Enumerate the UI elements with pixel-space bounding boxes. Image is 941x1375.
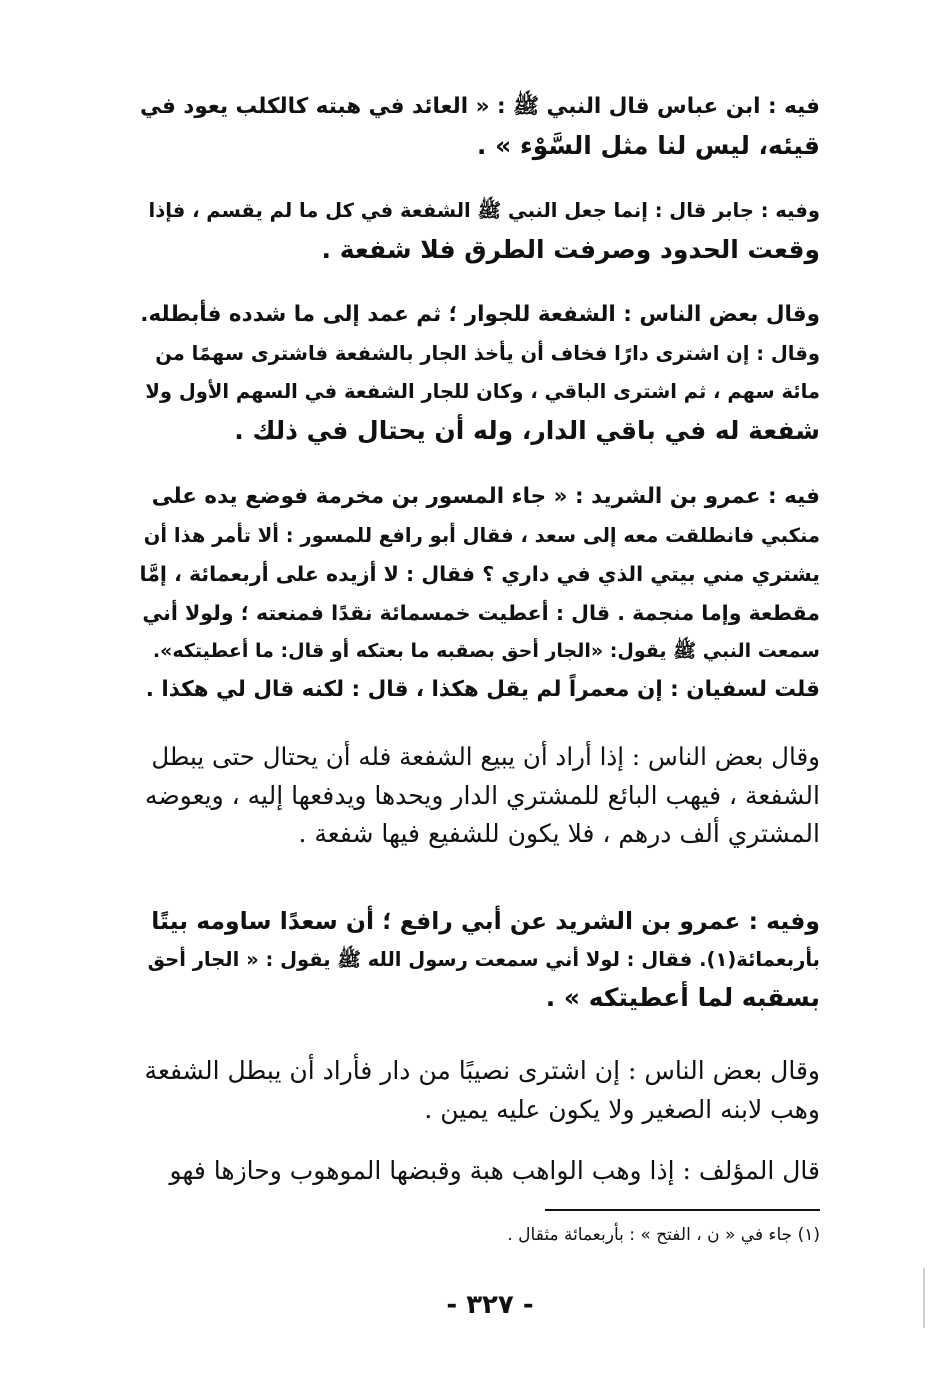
paragraph-3 [140, 296, 820, 450]
footnote: (١) جاء في « ن ، الفتح » : بأربعمائة مثقال . [507, 1225, 820, 1245]
text-line: الشفعة ، فيهب البائع للمشتري الدار ويحدها ويدفعها إليه ، ويعوضه [145, 780, 820, 810]
paragraph-1 [140, 88, 820, 165]
text-line: وفيه : عمرو بن الشريد عن أبي رافع ؛ أن سعدًا ساومه بيتًا [151, 907, 820, 935]
text-line: مقطعة وإما منجمة . قال : أعطيت خمسمائة نقدًا فمنعته ؛ ولولا أني [142, 600, 820, 625]
text-line: منكبي فانطلقت معه إلى سعد ، فقال أبو رافع للمسور : ألا تأمر هذا أن [143, 523, 820, 547]
text-line: بسقبه لما أعطيتكه » . [545, 983, 820, 1012]
text-line: وقال : إن اشترى دارًا فخاف أن يأخذ الجار بالشفعة فاشترى سهمًا من [155, 341, 820, 365]
text-line: قال المؤلف : إذا وهب الواهب هبة وقبضها الموهوب وحازها فهو [169, 1156, 820, 1185]
footnote-separator [545, 1209, 820, 1211]
text-line: بأربعمائة(١). فقال : لولا أني سمعت رسول الله ﷺ يقول : « الجار أحق [147, 947, 820, 971]
text-line: وهب لابنه الصغير ولا يكون عليه يمين . [424, 1094, 820, 1124]
text-line: وقال بعض الناس : الشفعة للجوار ؛ ثم عمد إلى ما شدده فأبطله. [140, 302, 820, 327]
text-line: وفيه : جابر قال : إنما جعل النبي ﷺ الشفعة في كل ما لم يقسم ، فإذا [148, 199, 820, 222]
paragraph-8 [140, 1152, 820, 1191]
scan-edge-mark [923, 1268, 925, 1328]
paragraph-4 [140, 478, 820, 709]
paragraph-5 [140, 738, 820, 854]
text-line: المشتري ألف درهم ، فلا يكون للشفيع فيها شفعة . [298, 819, 820, 848]
paragraph-6 [140, 902, 820, 1018]
text-line: قيئه، ليس لنا مثل السَّوْء » . [476, 130, 820, 160]
text-line: فيه : عمرو بن الشريد : « جاء المسور بن مخرمة فوضع يده على [151, 484, 820, 509]
text-line: فيه : ابن عباس قال النبي ﷺ : « العائد في هبته كالكلب يعود في [140, 94, 820, 119]
text-line: قلت لسفيان : إن معمراً لم يقل هكذا ، قال : لكنه قال لي هكذا . [145, 676, 820, 702]
text-line: وقال بعض الناس : إذا أراد أن يبيع الشفعة فله أن يحتال حتى يبطل [151, 742, 820, 771]
text-line: وقعت الحدود وصرفت الطرق فلا شفعة . [321, 234, 820, 264]
paragraph-2 [140, 192, 820, 269]
text-line: مائة سهم ، ثم اشترى الباقي ، وكان للجار الشفعة في السهم الأول ولا [145, 380, 820, 403]
text-line: سمعت النبي ﷺ يقول: «الجار أحق بصقبه ما بعتكه أو قال: ما أعطيتكه». [152, 640, 820, 662]
text-line: وقال بعض الناس : إن اشترى نصيبًا من دار فأراد أن يبطل الشفعة [144, 1056, 820, 1085]
text-line: يشتري مني بيتي الذي في داري ؟ فقال : لا أزيده على أربعمائة ، إمَّا [140, 562, 820, 586]
text-line: شفعة له في باقي الدار، وله أن يحتال في ذلك . [234, 415, 820, 445]
page-number: - ٣٢٧ - [446, 1290, 534, 1320]
paragraph-7 [140, 1052, 820, 1129]
